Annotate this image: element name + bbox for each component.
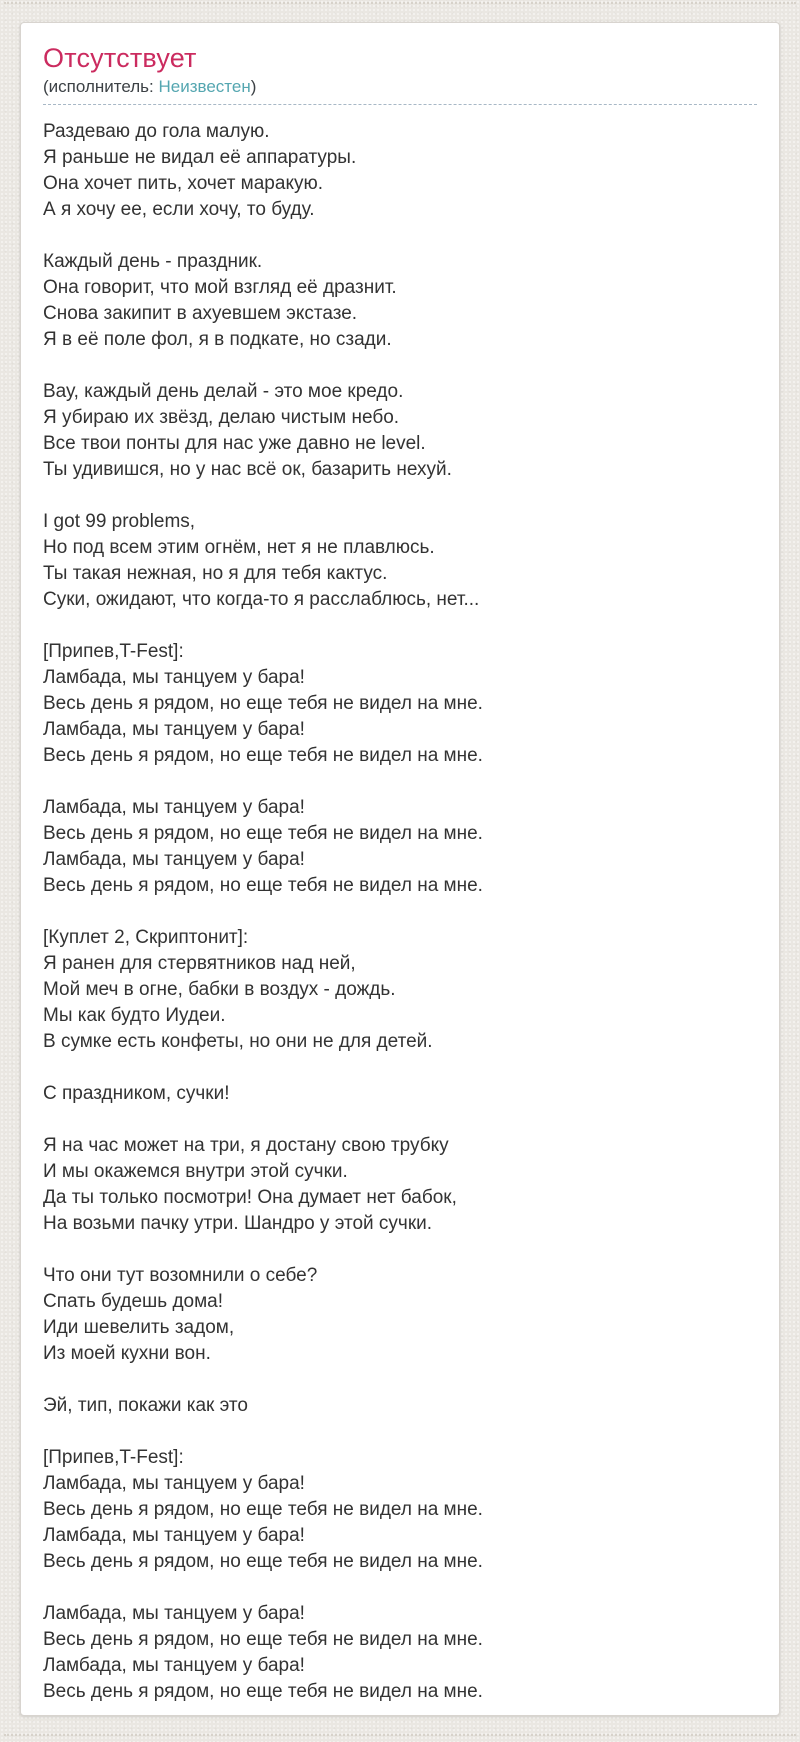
lyrics-stanza: Ламбада, мы танцуем у бара! Весь день я рядом, но еще тебя не видел на мне. Ламбада, мы танцуем у бара! Весь день я рядом, но еще тебя не видел на мне. [43, 1603, 483, 1702]
content-card [20, 22, 780, 1716]
song-title: Отсутствует [43, 43, 197, 73]
lyrics-stanza: [Припев,T-Fest]: Ламбада, мы танцуем у бара! Весь день я рядом, но еще тебя не видел на мне. Ламбада, мы танцуем у бара! Весь день я рядом, но еще тебя не видел на мне. [43, 1447, 483, 1572]
lyrics-stanza: I got 99 problems, Но под всем этим огнём, нет я не плавлюсь. Ты такая нежная, но я для тебя кактус. Суки, ожидают, что когда-то я расслаблюсь, нет... [43, 511, 480, 610]
artist-line [43, 76, 757, 105]
artist-link[interactable]: Неизвестен [158, 77, 251, 96]
stitched-edge-bottom [4, 1734, 796, 1736]
lyrics-stanza: Что они тут возомнили о себе? Спать будешь дома! Иди шевелить задом, Из моей кухни вон. [43, 1265, 318, 1364]
lyrics-stanza: Ламбада, мы танцуем у бара! Весь день я рядом, но еще тебя не видел на мне. Ламбада, мы танцуем у бара! Весь день я рядом, но еще тебя не видел на мне. [43, 797, 483, 896]
lyrics-stanza: [Припев,T-Fest]: Ламбада, мы танцуем у бара! Весь день я рядом, но еще тебя не видел на мне. Ламбада, мы танцуем у бара! Весь день я рядом, но еще тебя не видел на мне. [43, 641, 483, 766]
lyrics-stanza: Каждый день - праздник. Она говорит, что мой взгляд её дразнит. Снова закипит в ахуевшем экстазе. Я в её поле фол, я в подкате, но сзади. [43, 251, 397, 350]
lyrics-stanza: Вау, каждый день делай - это мое кредо. Я убираю их звёзд, делаю чистым небо. Все твои понты для нас уже давно не level. Ты удивишся, но у нас всё ок, базарить нехуй. [43, 381, 452, 480]
lyrics-stanza: Эй, тип, покажи как это [43, 1395, 248, 1416]
lyrics-stanza: С праздником, сучки! [43, 1083, 230, 1104]
lyrics-stanza: Раздеваю до гола малую. Я раньше не видал её аппаратуры. Она хочет пить, хочет маракую. А я хочу ее, если хочу, то буду. [43, 121, 357, 220]
lyrics-stanza: Я на час может на три, я достану свою трубку И мы окажемся внутри этой сучки. Да ты только посмотри! Она думает нет бабок, На возьми пачку утри. Шандро у этой сучки. [43, 1135, 457, 1234]
stitched-edge-top [4, 2, 796, 4]
artist-label-prefix: (исполнитель: [43, 77, 159, 96]
lyrics-stanza: [Куплет 2, Скриптонит]: Я ранен для стервятников над ней, Мой меч в огне, бабки в воздух - дождь. Мы как будто Иудеи. В сумке есть конфеты, но они не для детей. [43, 927, 433, 1052]
lyrics-text [43, 119, 757, 1705]
artist-label-suffix: ) [250, 77, 257, 96]
